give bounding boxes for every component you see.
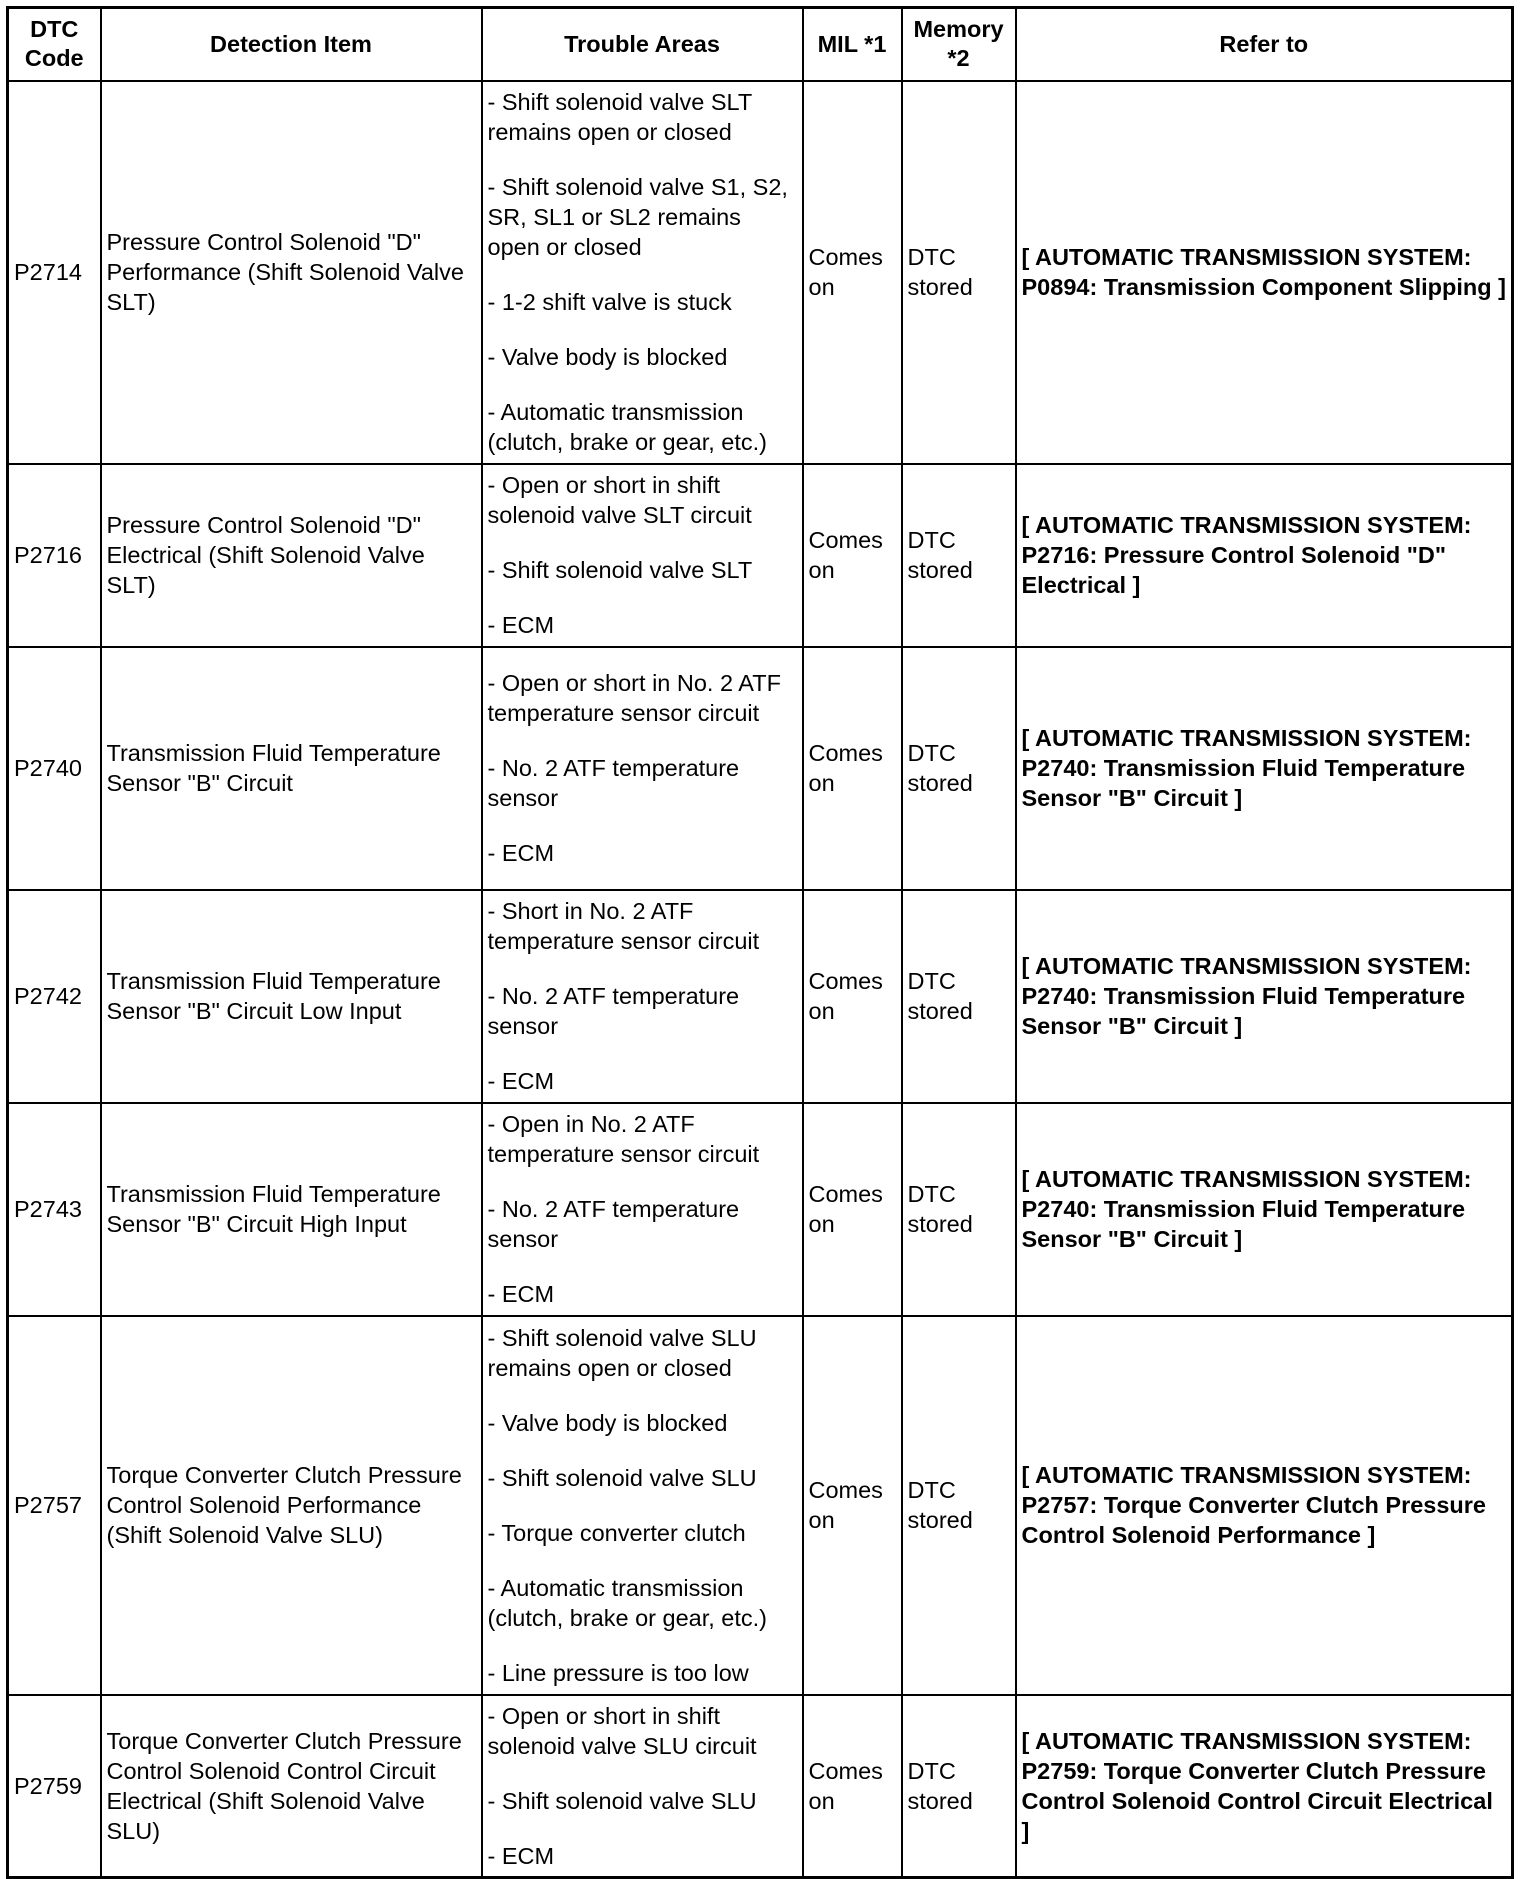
- table-row: [8, 464, 1513, 647]
- table-row: [8, 1316, 1513, 1695]
- detection-item-cell: Transmission Fluid Temperature Sensor "B" Circuit High Input: [101, 1103, 482, 1316]
- mil-cell: Comes on: [803, 1103, 902, 1316]
- trouble-area-item: - Line pressure is too low: [487, 1659, 749, 1686]
- trouble-area-item: - Open or short in shift solenoid valve SLT circuit: [487, 472, 752, 528]
- table-row: [8, 1695, 1513, 1878]
- detection-item-cell: Torque Converter Clutch Pressure Control Solenoid Control Circuit Electrical (Shift Solenoid Valve SLU): [101, 1695, 482, 1878]
- trouble-area-item: - Shift solenoid valve SLU: [487, 1787, 757, 1814]
- mil-cell: Comes on: [803, 464, 902, 647]
- table-header-row: [8, 8, 1513, 81]
- mil-cell: Comes on: [803, 647, 902, 890]
- memory-cell: DTC stored: [902, 1103, 1016, 1316]
- trouble-area-item: - No. 2 ATF temperature sensor: [487, 983, 740, 1039]
- refer-to-cell: [ AUTOMATIC TRANSMISSION SYSTEM: P2759: Torque Converter Clutch Pressure Control Solenoid Control Circuit Electrical ]: [1016, 1695, 1513, 1878]
- trouble-areas-cell: [482, 1103, 803, 1316]
- trouble-area-item: - ECM: [487, 1068, 555, 1094]
- header-detection-item: Detection Item: [101, 8, 482, 81]
- trouble-area-item: - Automatic transmission (clutch, brake or gear, etc.): [487, 1574, 768, 1631]
- trouble-area-item: - Valve body is blocked: [487, 344, 728, 370]
- header-mil: MIL *1: [803, 8, 902, 81]
- trouble-area-item: - Shift solenoid valve SLU: [487, 1464, 757, 1491]
- refer-to-cell: [ AUTOMATIC TRANSMISSION SYSTEM: P2716: Pressure Control Solenoid "D" Electrical ]: [1016, 464, 1513, 647]
- trouble-area-item: - Short in No. 2 ATF temperature sensor circuit: [487, 898, 760, 954]
- refer-to-cell: [ AUTOMATIC TRANSMISSION SYSTEM: P2740: Transmission Fluid Temperature Sensor "B" Circuit ]: [1016, 1103, 1513, 1316]
- trouble-area-item: - Open or short in shift solenoid valve SLU circuit: [487, 1702, 757, 1759]
- trouble-area-item: - Shift solenoid valve S1, S2, SR, SL1 or SL2 remains open or closed: [487, 174, 788, 260]
- detection-item-cell: Transmission Fluid Temperature Sensor "B" Circuit Low Input: [101, 890, 482, 1103]
- mil-cell: Comes on: [803, 1695, 902, 1878]
- memory-cell: DTC stored: [902, 890, 1016, 1103]
- trouble-area-item: - Valve body is blocked: [487, 1409, 728, 1436]
- trouble-areas-cell: [482, 890, 803, 1103]
- trouble-areas-cell: [482, 81, 803, 464]
- refer-to-cell: [ AUTOMATIC TRANSMISSION SYSTEM: P2757: Torque Converter Clutch Pressure Control Solenoid Performance ]: [1016, 1316, 1513, 1695]
- header-dtc-code: DTC Code: [8, 8, 101, 81]
- detection-item-cell: Torque Converter Clutch Pressure Control Solenoid Performance (Shift Solenoid Valve SLU): [101, 1316, 482, 1695]
- trouble-area-item: - Shift solenoid valve SLT remains open or closed: [487, 89, 752, 145]
- trouble-area-item: - Open in No. 2 ATF temperature sensor circuit: [487, 1111, 760, 1167]
- trouble-area-item: - Shift solenoid valve SLU remains open or closed: [487, 1324, 757, 1381]
- trouble-areas-cell: [482, 1316, 803, 1695]
- trouble-area-item: - ECM: [487, 840, 555, 866]
- header-refer-to: Refer to: [1016, 8, 1513, 81]
- trouble-area-item: - 1-2 shift valve is stuck: [487, 289, 732, 315]
- memory-cell: DTC stored: [902, 81, 1016, 464]
- trouble-areas-cell: [482, 1695, 803, 1878]
- dtc-table: [6, 6, 1514, 1879]
- trouble-area-item: - ECM: [487, 612, 555, 638]
- header-trouble-areas: Trouble Areas: [482, 8, 803, 81]
- table-row: [8, 1103, 1513, 1316]
- memory-cell: DTC stored: [902, 1316, 1016, 1695]
- table-row: [8, 647, 1513, 890]
- memory-cell: DTC stored: [902, 464, 1016, 647]
- detection-item-cell: Pressure Control Solenoid "D" Performance (Shift Solenoid Valve SLT): [101, 81, 482, 464]
- detection-item-cell: Transmission Fluid Temperature Sensor "B" Circuit: [101, 647, 482, 890]
- refer-to-cell: [ AUTOMATIC TRANSMISSION SYSTEM: P2740: Transmission Fluid Temperature Sensor "B" Circuit ]: [1016, 890, 1513, 1103]
- trouble-area-item: - Open or short in No. 2 ATF temperature sensor circuit: [487, 670, 781, 726]
- dtc-code-cell: P2742: [8, 890, 101, 1103]
- trouble-areas-cell: [482, 464, 803, 647]
- trouble-area-item: - No. 2 ATF temperature sensor: [487, 1196, 740, 1252]
- memory-cell: DTC stored: [902, 1695, 1016, 1878]
- refer-to-cell: [ AUTOMATIC TRANSMISSION SYSTEM: P0894: Transmission Component Slipping ]: [1016, 81, 1513, 464]
- trouble-area-item: - Torque converter clutch: [487, 1519, 746, 1546]
- dtc-code-cell: P2714: [8, 81, 101, 464]
- trouble-area-item: - Automatic transmission (clutch, brake or gear, etc.): [487, 399, 768, 455]
- trouble-areas-cell: [482, 647, 803, 890]
- detection-item-cell: Pressure Control Solenoid "D" Electrical (Shift Solenoid Valve SLT): [101, 464, 482, 647]
- mil-cell: Comes on: [803, 890, 902, 1103]
- mil-cell: Comes on: [803, 1316, 902, 1695]
- dtc-code-cell: P2740: [8, 647, 101, 890]
- table-row: [8, 81, 1513, 464]
- memory-cell: DTC stored: [902, 647, 1016, 890]
- table-body: [8, 81, 1513, 1878]
- trouble-area-item: - ECM: [487, 1842, 555, 1869]
- trouble-area-item: - ECM: [487, 1281, 555, 1307]
- table-row: [8, 890, 1513, 1103]
- dtc-code-cell: P2716: [8, 464, 101, 647]
- mil-cell: Comes on: [803, 81, 902, 464]
- dtc-code-cell: P2743: [8, 1103, 101, 1316]
- refer-to-cell: [ AUTOMATIC TRANSMISSION SYSTEM: P2740: Transmission Fluid Temperature Sensor "B" Circuit ]: [1016, 647, 1513, 890]
- dtc-code-cell: P2759: [8, 1695, 101, 1878]
- trouble-area-item: - No. 2 ATF temperature sensor: [487, 755, 740, 811]
- header-memory: Memory *2: [902, 8, 1016, 81]
- trouble-area-item: - Shift solenoid valve SLT: [487, 557, 753, 583]
- dtc-code-cell: P2757: [8, 1316, 101, 1695]
